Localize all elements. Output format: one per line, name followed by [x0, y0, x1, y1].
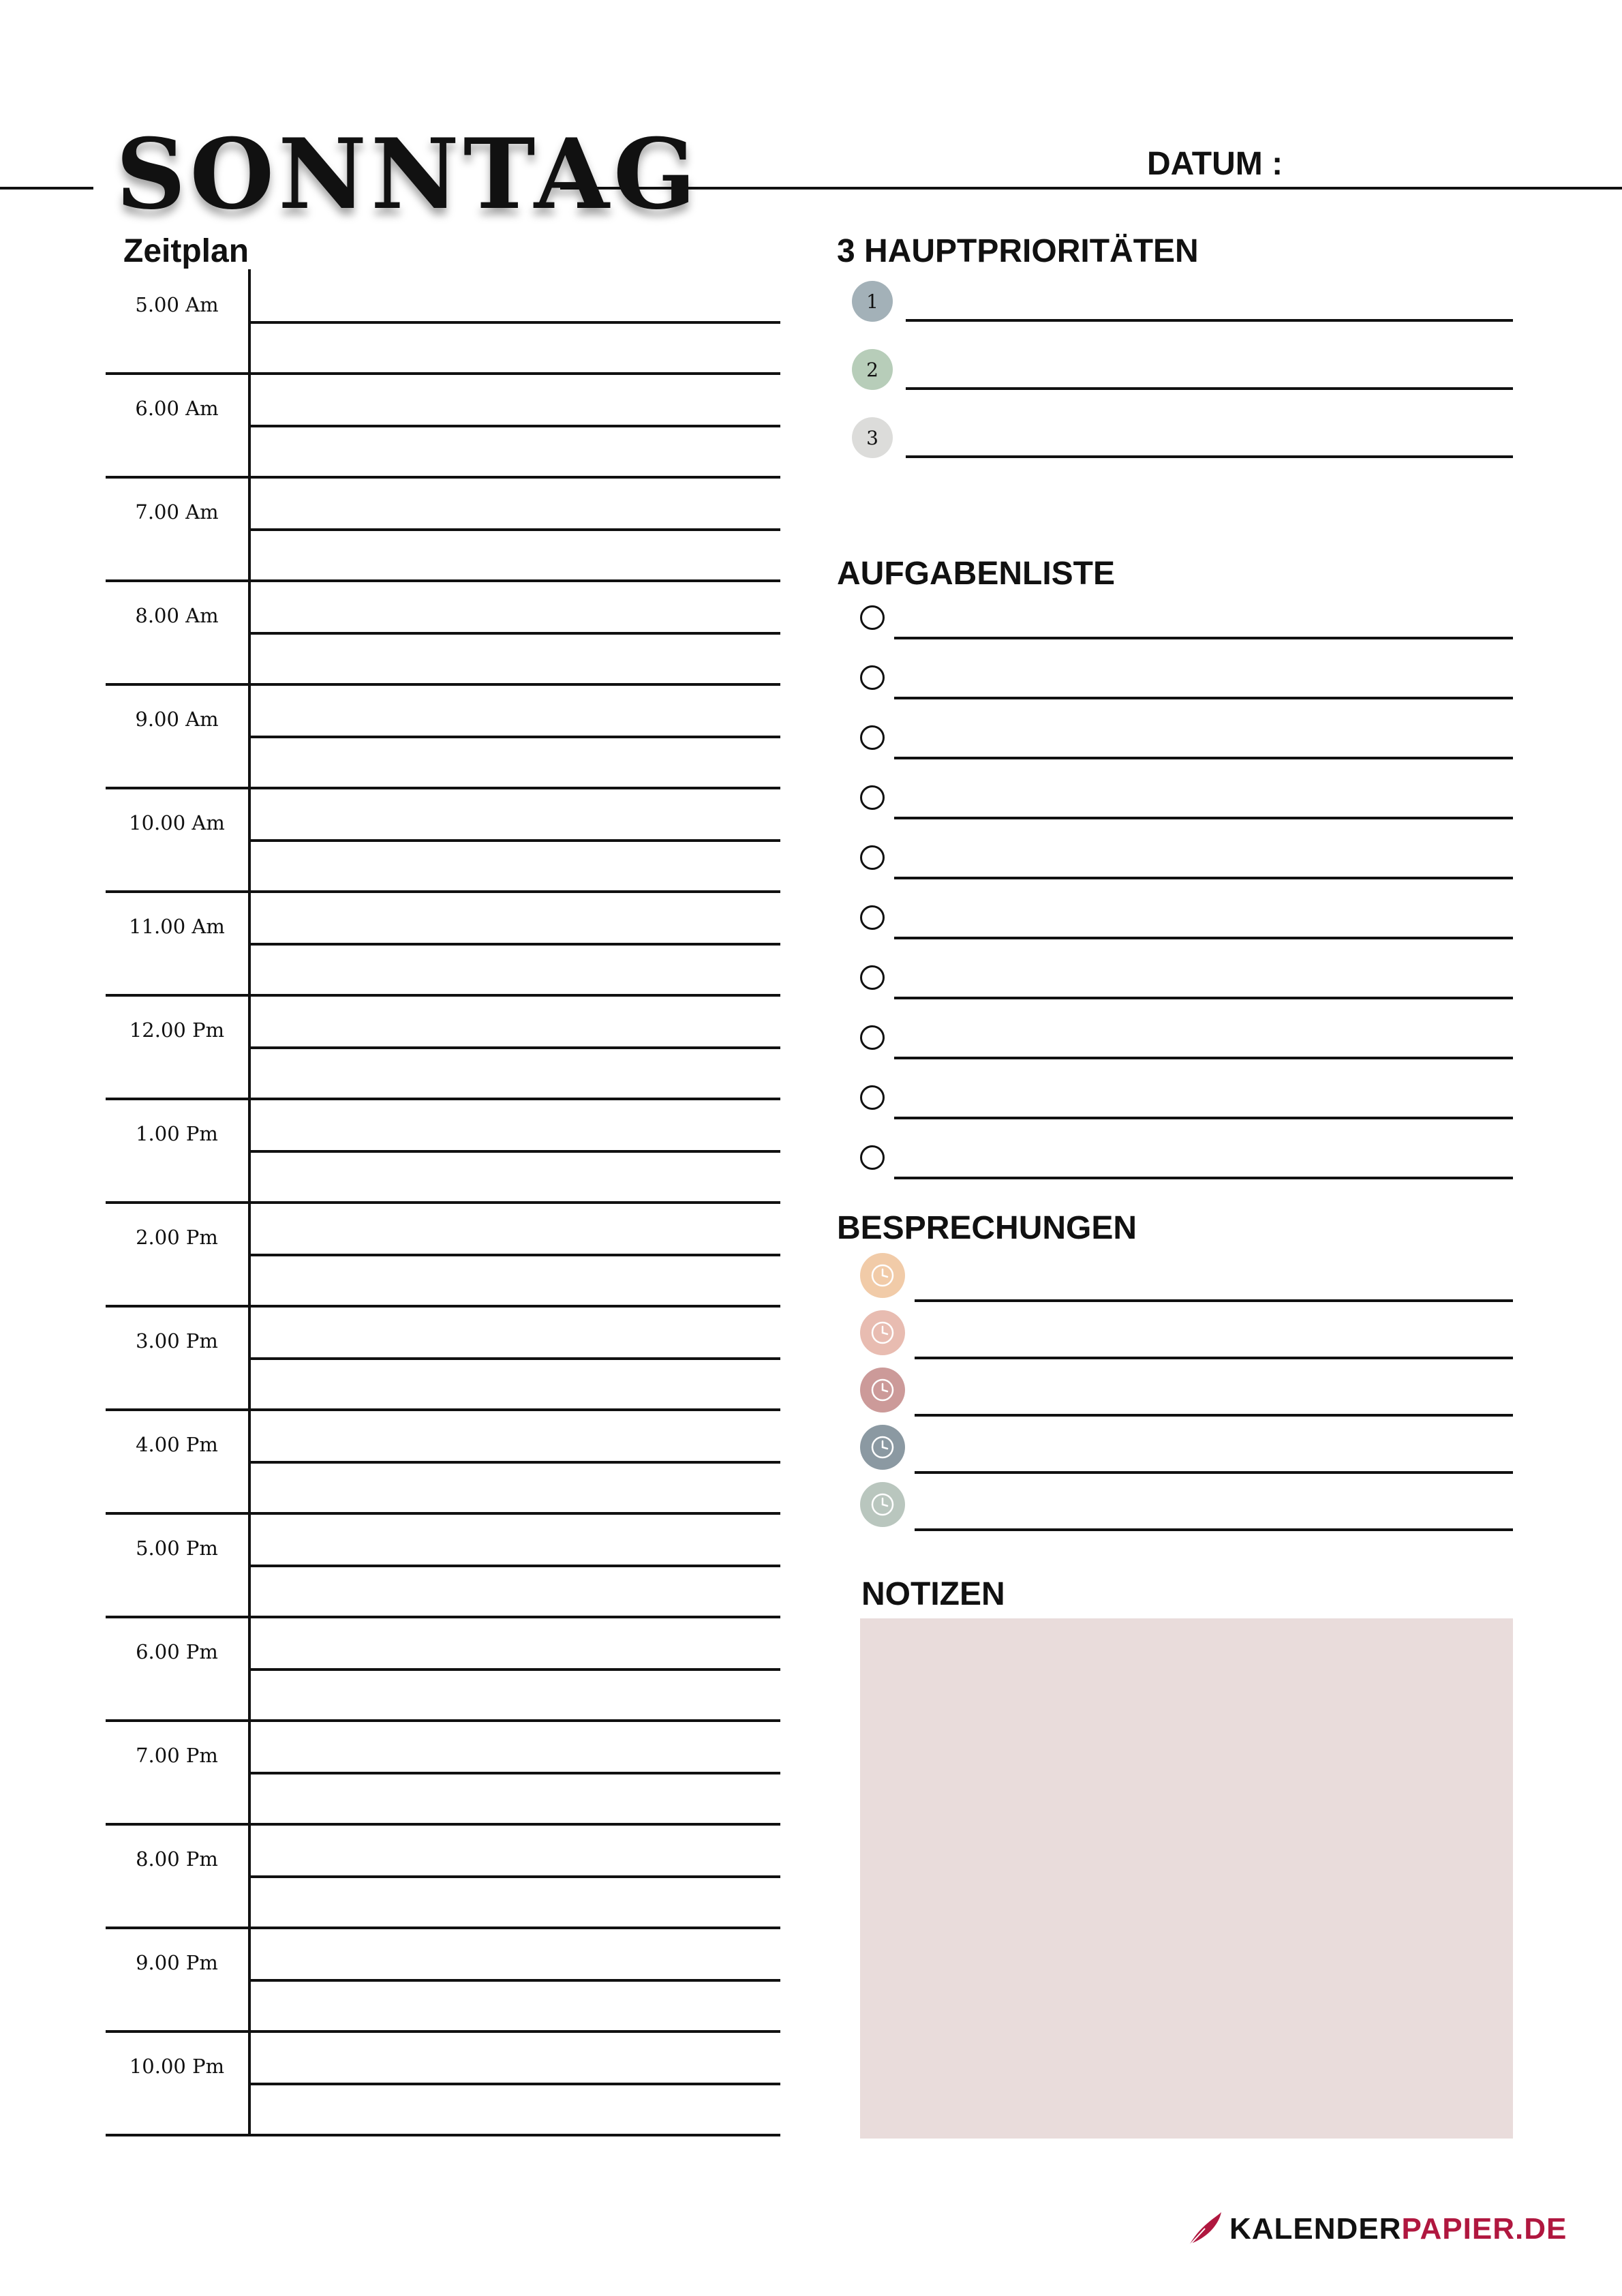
task-item[interactable]	[860, 965, 1513, 999]
tasks-title: AUFGABENLISTE	[837, 556, 1115, 592]
task-line	[894, 877, 1513, 879]
schedule-slot[interactable]	[106, 1722, 780, 1826]
meeting-item[interactable]	[860, 1482, 1513, 1530]
schedule-slot[interactable]	[106, 1929, 780, 2033]
task-checkbox[interactable]	[860, 905, 885, 930]
task-line	[894, 817, 1513, 819]
schedule-slot[interactable]	[106, 893, 780, 997]
half-hour-line	[249, 425, 780, 427]
meeting-item[interactable]	[860, 1310, 1513, 1358]
time-label: 5.00 Pm	[136, 1537, 218, 1560]
time-label: 11.00 Am	[129, 915, 225, 938]
schedule-slot[interactable]	[106, 582, 780, 686]
meeting-line	[915, 1471, 1513, 1474]
schedule-slot[interactable]	[106, 479, 780, 582]
clock-icon	[860, 1482, 905, 1527]
task-item[interactable]	[860, 1145, 1513, 1179]
schedule-title: Zeitplan	[123, 233, 249, 269]
meeting-line	[915, 1357, 1513, 1359]
task-checkbox[interactable]	[860, 1085, 885, 1110]
priorities-title: 3 HAUPTPRIORITÄTEN	[837, 233, 1199, 269]
task-line	[894, 757, 1513, 759]
time-label: 8.00 Pm	[136, 1847, 218, 1871]
schedule-slot[interactable]	[106, 1100, 780, 1204]
time-label: 9.00 Am	[135, 708, 219, 731]
schedule-slot[interactable]	[106, 1618, 780, 1722]
half-hour-line	[249, 1461, 780, 1464]
priority-line	[906, 387, 1513, 390]
schedule-slot[interactable]	[106, 1826, 780, 1929]
meetings-title: BESPRECHUNGEN	[837, 1210, 1137, 1246]
date-label: DATUM :	[1147, 146, 1283, 182]
time-label: 7.00 Am	[135, 500, 219, 524]
task-line	[894, 1117, 1513, 1119]
half-hour-line	[249, 839, 780, 842]
task-item[interactable]	[860, 785, 1513, 819]
clock-icon	[860, 1310, 905, 1355]
priority-number: 2	[852, 349, 893, 390]
brand-name-part1: KALENDER	[1229, 2212, 1402, 2246]
task-checkbox[interactable]	[860, 1145, 885, 1170]
schedule-slot[interactable]	[106, 375, 780, 479]
priority-line	[906, 455, 1513, 458]
schedule-slot[interactable]	[106, 271, 780, 375]
schedule-slot[interactable]	[106, 686, 780, 789]
schedule-slot[interactable]	[106, 1204, 780, 1308]
half-hour-line	[249, 1875, 780, 1878]
schedule-slot[interactable]	[106, 997, 780, 1100]
task-line	[894, 637, 1513, 639]
clock-icon	[860, 1253, 905, 1298]
task-item[interactable]	[860, 905, 1513, 939]
half-hour-line	[249, 1046, 780, 1049]
clock-icon	[860, 1368, 905, 1413]
time-label: 7.00 Pm	[136, 1744, 218, 1767]
brand-logo	[1184, 2209, 1567, 2250]
time-label: 5.00 Am	[135, 293, 219, 316]
half-hour-line	[249, 528, 780, 531]
time-label: 8.00 Am	[135, 604, 219, 627]
task-item[interactable]	[860, 845, 1513, 879]
schedule-slot[interactable]	[106, 789, 780, 893]
time-label: 6.00 Pm	[136, 1640, 218, 1663]
task-checkbox[interactable]	[860, 845, 885, 870]
schedule-slot[interactable]	[106, 2033, 780, 2136]
schedule-slot[interactable]	[106, 1411, 780, 1515]
notes-title: NOTIZEN	[861, 1576, 1005, 1612]
time-label: 6.00 Am	[135, 397, 219, 420]
task-line	[894, 1177, 1513, 1179]
clock-icon	[860, 1425, 905, 1470]
feather-icon	[1184, 2209, 1224, 2249]
priority-item[interactable]	[852, 417, 1513, 458]
task-line	[894, 997, 1513, 999]
half-hour-line	[249, 1979, 780, 1982]
meeting-item[interactable]	[860, 1368, 1513, 1415]
time-label: 12.00 Pm	[129, 1018, 225, 1042]
task-checkbox[interactable]	[860, 965, 885, 990]
meeting-line	[915, 1299, 1513, 1302]
time-label: 10.00 Am	[129, 811, 225, 834]
meeting-item[interactable]	[860, 1253, 1513, 1301]
task-checkbox[interactable]	[860, 1025, 885, 1050]
meeting-line	[915, 1414, 1513, 1417]
priority-line	[906, 319, 1513, 322]
notes-area[interactable]	[860, 1618, 1513, 2139]
half-hour-line	[249, 1772, 780, 1774]
task-line	[894, 937, 1513, 939]
half-hour-line	[249, 1254, 780, 1256]
task-item[interactable]	[860, 605, 1513, 639]
schedule-slot[interactable]	[106, 1308, 780, 1411]
hour-line	[106, 2134, 780, 2136]
schedule	[0, 0, 791, 2181]
priority-item[interactable]	[852, 349, 1513, 390]
task-item[interactable]	[860, 1085, 1513, 1119]
time-label: 10.00 Pm	[129, 2055, 225, 2078]
time-label: 9.00 Pm	[136, 1951, 218, 1974]
time-label: 4.00 Pm	[136, 1433, 218, 1456]
half-hour-line	[249, 1565, 780, 1567]
task-checkbox[interactable]	[860, 785, 885, 810]
task-item[interactable]	[860, 665, 1513, 699]
half-hour-line	[249, 1668, 780, 1671]
task-line	[894, 1057, 1513, 1059]
half-hour-line	[249, 632, 780, 635]
brand-name-part2: PAPIER.DE	[1401, 2212, 1567, 2246]
task-checkbox[interactable]	[860, 605, 885, 630]
task-item[interactable]	[860, 725, 1513, 759]
task-line	[894, 697, 1513, 699]
half-hour-line	[249, 736, 780, 738]
priority-number: 1	[852, 281, 893, 322]
half-hour-line	[249, 943, 780, 946]
half-hour-line	[249, 1150, 780, 1153]
meeting-item[interactable]	[860, 1425, 1513, 1472]
half-hour-line	[249, 2083, 780, 2085]
half-hour-line	[249, 321, 780, 324]
time-label: 2.00 Pm	[136, 1226, 218, 1249]
time-label: 1.00 Pm	[136, 1122, 218, 1145]
half-hour-line	[249, 1357, 780, 1360]
meeting-line	[915, 1528, 1513, 1531]
day-title: SONNTAG	[116, 118, 701, 231]
task-checkbox[interactable]	[860, 725, 885, 750]
priority-item[interactable]	[852, 281, 1513, 322]
task-item[interactable]	[860, 1025, 1513, 1059]
schedule-slot[interactable]	[106, 1515, 780, 1618]
task-checkbox[interactable]	[860, 665, 885, 690]
time-label: 3.00 Pm	[136, 1329, 218, 1353]
priority-number: 3	[852, 417, 893, 458]
